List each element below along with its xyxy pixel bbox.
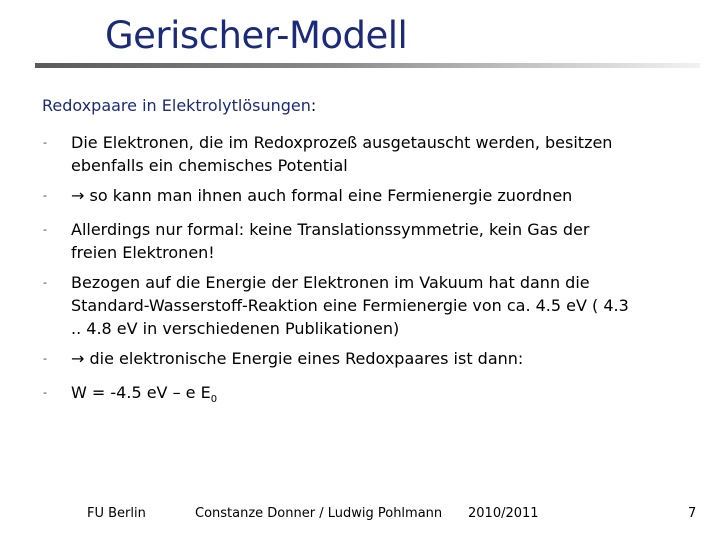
section-heading-text: Redoxpaare in Elektrolytlösungen <box>42 96 311 115</box>
footer-page-number: 7 <box>688 506 697 521</box>
bullet-dash: - <box>43 352 47 365</box>
formula-main: W = -4.5 eV – e E <box>71 383 211 402</box>
arrow-right-icon: → <box>71 349 85 368</box>
title-rule <box>35 63 700 68</box>
page-title: Gerischer-Modell <box>105 14 408 57</box>
bullet-dash: - <box>43 386 47 399</box>
bullet-text <box>71 184 631 207</box>
bullet-text: Allerdings nur formal: keine Translationssymmetrie, kein Gas der freien Elektronen! <box>71 220 590 262</box>
bullet-dash: - <box>43 276 47 289</box>
bullet-text <box>71 347 631 370</box>
footer-authors: Constanze Donner / Ludwig Pohlmann <box>195 506 443 521</box>
bullet-text-content: so kann man ihnen auch formal eine Fermienergie zuordnen <box>84 186 573 205</box>
arrow-right-icon: → <box>71 186 85 205</box>
bullet-dash: - <box>43 223 47 236</box>
section-heading-colon: : <box>310 96 317 115</box>
bullet-dash: - <box>43 136 47 149</box>
bullet-text: Die Elektronen, die im Redoxprozeß ausgetauscht werden, besitzen ebenfalls ein chemisches Potential <box>71 133 613 175</box>
formula-subscript: 0 <box>210 394 218 405</box>
bullet-text: Bezogen auf die Energie der Elektronen im Vakuum hat dann die Standard-Wasserstoff-Reaktion eine Fermienergie von ca. 4.5 eV ( 4.3 .. 4.8 eV in verschiedenen Publikationen) <box>71 273 629 338</box>
bullet-dash: - <box>43 189 47 202</box>
section-heading <box>42 96 316 115</box>
bullet-text-content: die elektronische Energie eines Redoxpaares ist dann: <box>84 349 524 368</box>
footer-term: 2010/2011 <box>468 506 539 521</box>
formula <box>71 381 631 411</box>
footer-institution: FU Berlin <box>87 506 146 521</box>
